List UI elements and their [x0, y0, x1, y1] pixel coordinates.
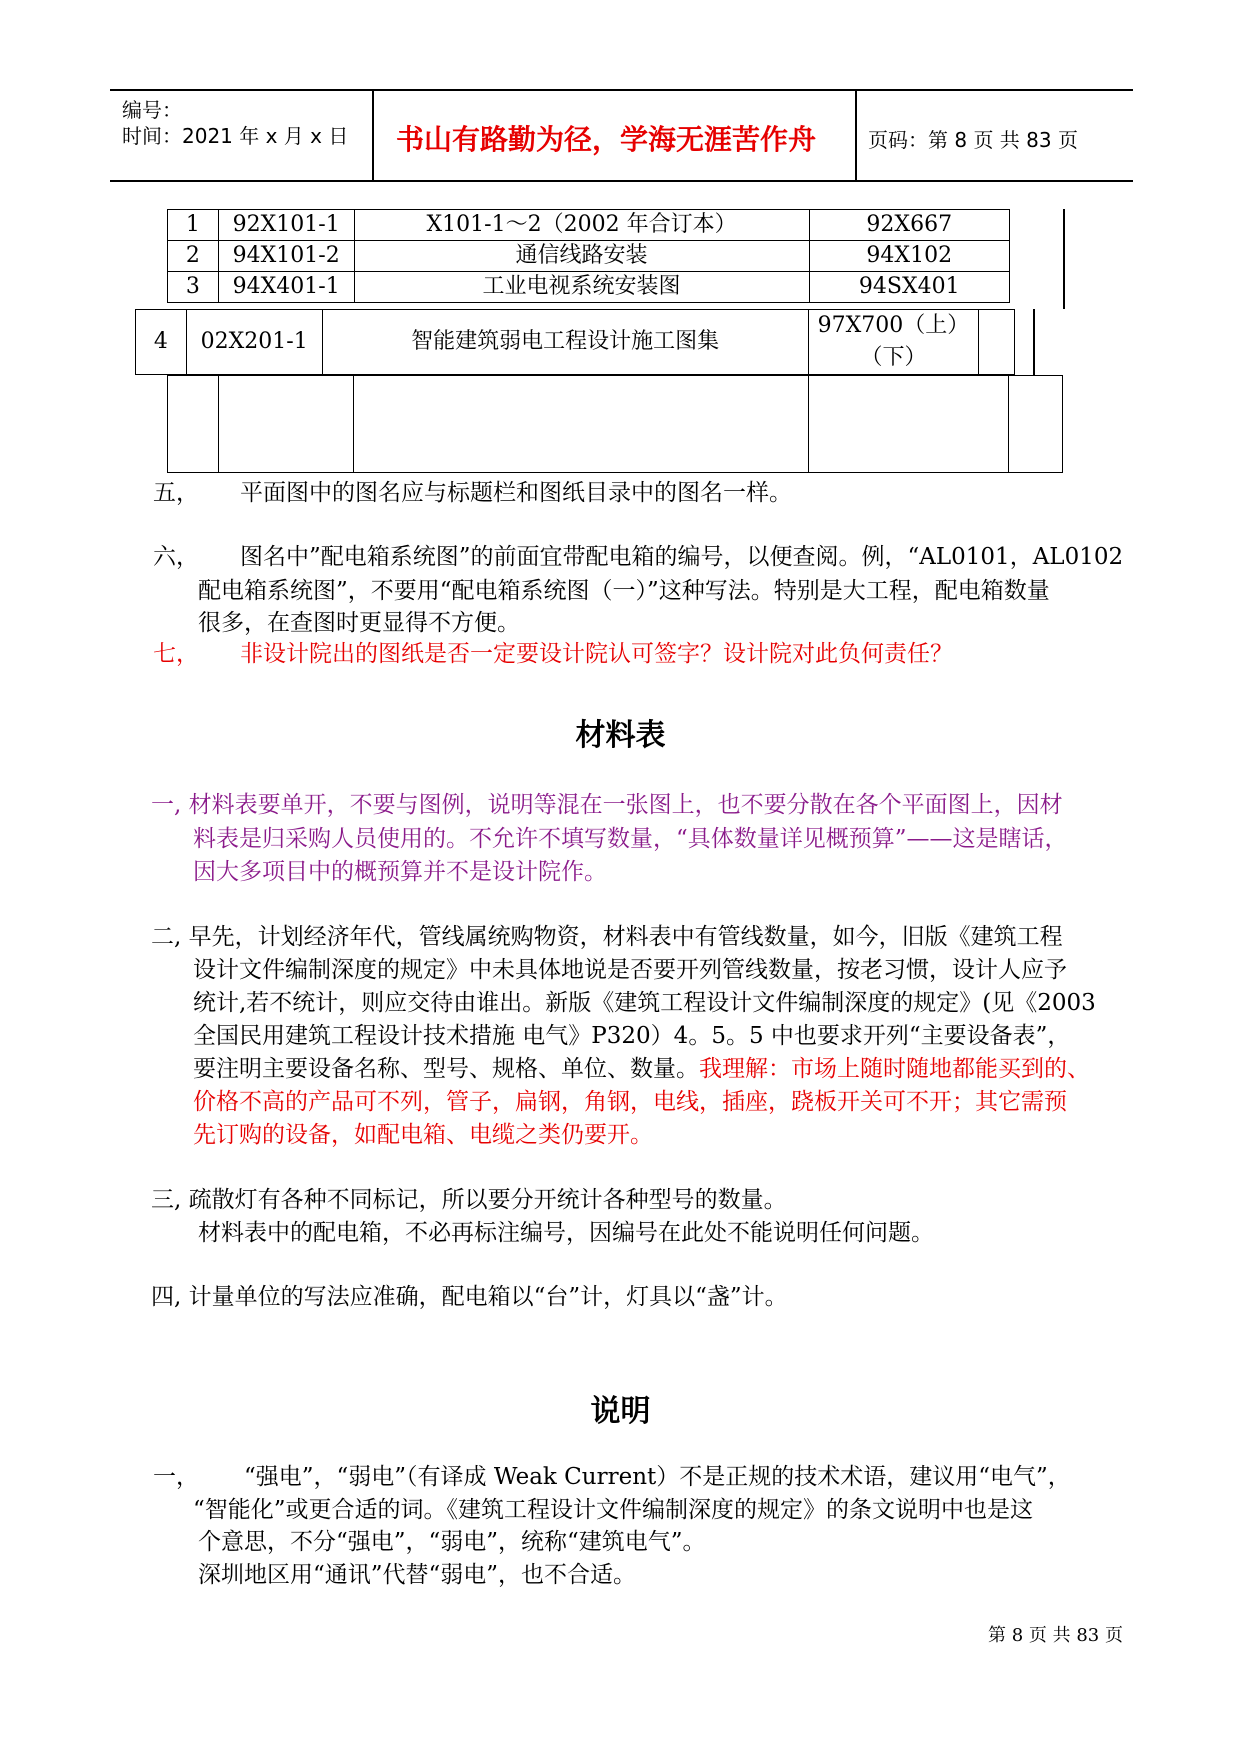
ref-line-2: （下） — [860, 345, 927, 370]
item-6-line-3: 很多，在查图时更显得不方便。 — [198, 610, 520, 636]
table-row — [136, 310, 1015, 375]
table-cell-no: 3 — [168, 272, 219, 303]
header-page-label: 页码：第 8 页 共 83 页 — [868, 128, 1078, 152]
table-cell-ref: 94X102 — [809, 241, 1009, 272]
item-6-number: 六， — [153, 544, 199, 570]
page-footer: 第 8 页 共 83 页 — [988, 1625, 1123, 1646]
table-cell-empty — [809, 376, 1009, 473]
materials-p2-line-6: 价格不高的产品可不列，管子，扁钢，角钢，电线，插座，跷板开关可不开；其它需预 — [193, 1089, 1067, 1115]
table-cell-name: X101-1～2（2002 年合订本） — [354, 210, 809, 241]
materials-p2-line-5a: 要注明主要设备名称、型号、规格、单位、数量。 — [193, 1056, 699, 1082]
table-cell-empty — [218, 376, 353, 473]
table-cell-empty — [168, 376, 219, 473]
table-cell-no: 2 — [168, 241, 219, 272]
table-row — [168, 241, 1010, 272]
table-cell-code: 94X101-2 — [218, 241, 354, 272]
materials-p2-line-5 — [193, 1052, 1090, 1086]
table-cell-no: 4 — [136, 310, 187, 375]
doc-number-label: 编号： — [122, 98, 182, 122]
item-5-number: 五， — [153, 480, 199, 506]
table-cell-ref — [808, 310, 978, 375]
materials-p4: 四, 计量单位的写法应准确，配电箱以“台”计，灯具以“盏”计。 — [151, 1284, 788, 1310]
materials-p2-line-5b: 我理解：市场上随时随地都能买到的、 — [699, 1056, 1090, 1082]
materials-heading: 材料表 — [575, 718, 666, 753]
item-6-line-1: 图名中”配电箱系统图”的前面宜带配电箱的编号，以便查阅。例，“AL0101，AL0102 — [240, 544, 1124, 570]
notes-1-line-1: “强电”，“弱电”（有译成 Weak Current）不是正规的技术术语，建议用“电气”， — [244, 1464, 1071, 1490]
materials-p1-line-1: 一, 材料表要单开，不要与图例，说明等混在一张图上，也不要分散在各个平面图上，因材 — [151, 792, 1063, 818]
notes-1-line-2: “智能化”或更合适的词。《建筑工程设计文件编制深度的规定》的条文说明中也是这 — [193, 1497, 1034, 1523]
item-5-text: 平面图中的图名应与标题栏和图纸目录中的图名一样。 — [240, 480, 792, 506]
table-row — [168, 210, 1010, 241]
table-cell-ref: 92X667 — [809, 210, 1009, 241]
table-cell-ref: 94SX401 — [809, 272, 1009, 303]
table-cell-empty — [979, 310, 1015, 375]
table-cell-empty — [354, 376, 809, 473]
table-row — [168, 272, 1010, 303]
drawing-table-row4 — [135, 309, 1015, 375]
materials-p2-line-7: 先订购的设备，如配电箱、电缆之类仍要开。 — [193, 1122, 653, 1148]
table-row — [168, 376, 1063, 473]
materials-p2-line-1: 二, 早先，计划经济年代，管线属统购物资，材料表中有管线数量，如今，旧版《建筑工程 — [151, 924, 1063, 950]
header-motto: 书山有路勤为径，学海无涯苦作舟 — [396, 123, 817, 156]
materials-p1-line-2: 料表是归采购人员使用的。不允许不填写数量，“具体数量详见概预算”——这是瞎话， — [193, 826, 1068, 852]
notes-1-line-3: 个意思，不分“强电”，“弱电”，统称“建筑电气”。 — [198, 1529, 706, 1555]
ref-line-1: 97X700（上） — [817, 313, 970, 338]
materials-p2-line-4: 全国民用建筑工程设计技术措施 电气》P320）4。5。5 中也要求开列“主要设备表”， — [193, 1023, 1071, 1049]
item-7-number: 七， — [153, 641, 199, 667]
materials-p2-line-2: 设计文件编制深度的规定》中未具体地说是否要开列管线数量，按老习惯，设计人应予 — [193, 957, 1067, 983]
table-cell-name: 智能建筑弱电工程设计施工图集 — [322, 310, 808, 375]
item-6-line-2: 配电箱系统图”，不要用“配电箱系统图（一）”这种写法。特别是大工程，配电箱数量 — [198, 578, 1050, 604]
notes-heading: 说明 — [590, 1394, 651, 1429]
table-cell-name: 通信线路安装 — [354, 241, 809, 272]
doc-time-label: 时间：2021 年 x 月 x 日 — [122, 124, 349, 148]
materials-p1-line-3: 因大多项目中的概预算并不是设计院作。 — [193, 859, 607, 885]
item-7-text: 非设计院出的图纸是否一定要设计院认可签字？设计院对此负何责任？ — [240, 641, 953, 667]
notes-1-line-4: 深圳地区用“通讯”代替“弱电”，也不合适。 — [198, 1562, 637, 1588]
drawing-table-top — [167, 209, 1010, 303]
table-cell-no: 1 — [168, 210, 219, 241]
table-cell-code: 92X101-1 — [218, 210, 354, 241]
table-cell-code: 94X401-1 — [218, 272, 354, 303]
materials-p3-line-1: 三, 疏散灯有各种不同标记，所以要分开统计各种型号的数量。 — [151, 1187, 787, 1213]
notes-1-number: 一， — [153, 1464, 199, 1490]
materials-p3-line-2: 材料表中的配电箱，不必再标注编号，因编号在此处不能说明任何问题。 — [198, 1220, 934, 1246]
drawing-table-empty — [167, 375, 1063, 473]
materials-p2-line-3: 统计,若不统计，则应交待由谁出。新版《建筑工程设计文件编制深度的规定》(见《2003 — [193, 990, 1096, 1016]
table-cell-empty — [1009, 376, 1063, 473]
table-cell-code: 02X201-1 — [186, 310, 322, 375]
table-cell-name: 工业电视系统安装图 — [354, 272, 809, 303]
